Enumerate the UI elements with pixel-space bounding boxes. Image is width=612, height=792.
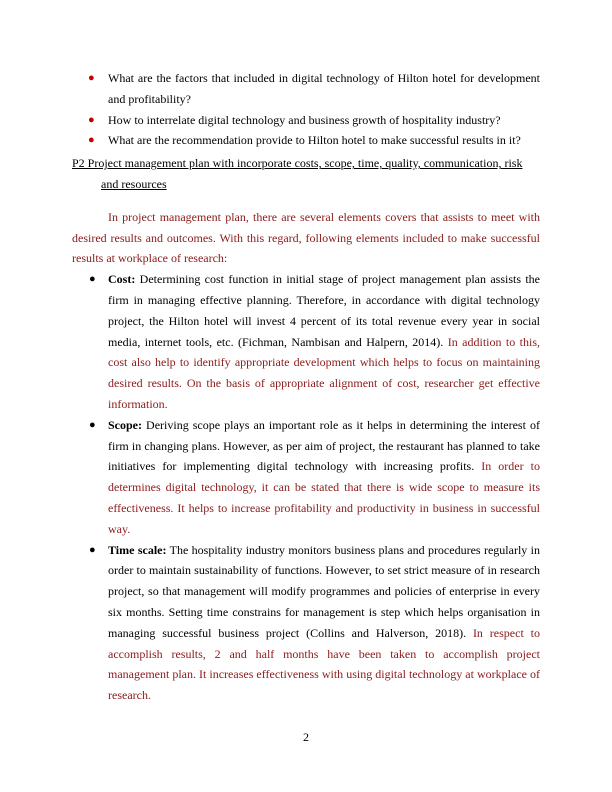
bullet-icon: ● bbox=[89, 273, 96, 286]
section-heading bbox=[72, 153, 540, 195]
section-heading-line2: and resources bbox=[101, 176, 167, 191]
list-item-cost bbox=[72, 269, 540, 415]
element-text: The hospitality industry monitors business plans and procedures regularly in order to maintain sustainability of functions. However, to set strict measure of in research project, so that management will modify programmes and policies of enterprise in every six months. Setting time constrains for management is step which helps organisation in managing successful business project (Collins and Halverson, 2018). bbox=[108, 542, 540, 640]
element-red-text: In respect to accomplish results, 2 and half months have been taken to accomplish project management plan. It increases effectiveness with using digital technology at workplace of research. bbox=[108, 625, 540, 703]
element-label: Cost: bbox=[108, 272, 136, 287]
elements-list bbox=[72, 269, 540, 706]
list-item: ● How to interrelate digital technology and business growth of hospitality industry? bbox=[72, 110, 540, 131]
element-label: Scope: bbox=[108, 417, 142, 432]
bullet-icon: ● bbox=[89, 543, 96, 556]
bullet-icon: ● bbox=[89, 418, 96, 431]
list-item: ● What are the factors that included in digital technology of Hilton hotel for development and profitability? bbox=[72, 68, 540, 110]
research-questions-list bbox=[72, 68, 540, 151]
element-text: Deriving scope plays an important role as it helps in determining the interest of firm in changing plans. However, as per aim of project, the restaurant has planned to take initiatives for implementing digital technology with increasing profits. bbox=[108, 417, 540, 474]
element-red-text: In addition to this, cost also help to identify appropriate development which helps to focus on maintaining desired results. On the basis of appropriate alignment of cost, researcher get effective information. bbox=[108, 334, 541, 411]
bullet-icon: ● bbox=[88, 113, 95, 126]
page-body bbox=[72, 68, 540, 706]
page-number: 2 bbox=[303, 730, 309, 744]
list-item: ● What are the recommendation provide to Hilton hotel to make successful results in it? bbox=[72, 130, 540, 151]
element-red-text: In order to determines digital technology, it can be stated that there is wide scope to measure its effectiveness. It helps to increase profitability and productivity in business in successful way. bbox=[108, 459, 540, 536]
section-heading-line1: P2 Project management plan with incorporate costs, scope, time, quality, communication, risk bbox=[72, 156, 523, 171]
bullet-icon: ● bbox=[88, 134, 95, 147]
list-item-scope bbox=[72, 415, 540, 540]
element-text: Determining cost function in initial stage of project management plan assists the firm in managing effective planning. Therefore, in accordance with digital technology project, the Hilton hotel will invest 4 percent of its total revenue every year in social media, internet tools, etc. (Fichman, Nambisan and Halpern, 2014). bbox=[108, 272, 540, 349]
list-item-time-scale bbox=[72, 540, 540, 706]
intro-paragraph: In project management plan, there are several elements covers that assists to meet with desired results and outcomes. With this regard, following elements included to make successful results at workplace of research: bbox=[72, 209, 540, 266]
element-label: Time scale: bbox=[108, 542, 167, 557]
bullet-icon: ● bbox=[88, 72, 95, 84]
